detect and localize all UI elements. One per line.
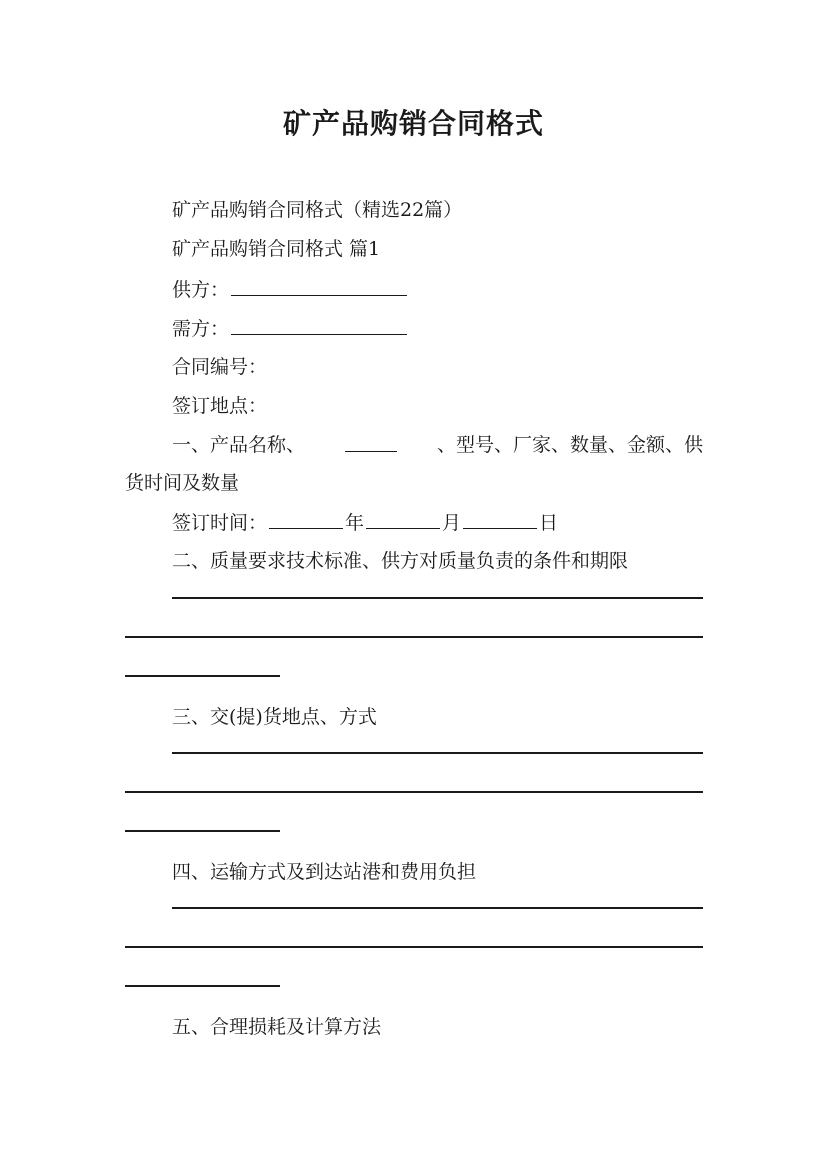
sign-time-field: [172, 509, 703, 536]
item3-answer-line-2: [125, 791, 703, 793]
day-label: 日: [539, 512, 559, 534]
contract-number-label: 合同编号：: [172, 356, 268, 378]
item3-answer-line-1: [172, 752, 703, 754]
item1-part-b: 、型号、厂家、数量、金额、供: [436, 434, 703, 456]
buyer-blank: [231, 315, 407, 335]
intro-line: 矿产品购销合同格式（精选22篇）: [172, 199, 463, 221]
item4-answer-line-1: [172, 907, 703, 909]
year-blank: [269, 509, 343, 529]
buyer-field: [172, 315, 703, 342]
supplier-blank: [231, 276, 407, 296]
item5-heading: 五、合理损耗及计算方法: [172, 1016, 382, 1038]
item4-heading: 四、运输方式及到达站港和费用负担: [172, 861, 477, 883]
item4-answer-line-3: [125, 985, 280, 987]
month-label: 月: [442, 512, 462, 534]
product-name-blank: [345, 432, 397, 452]
sign-time-label: 签订时间：: [172, 512, 268, 534]
item2-heading: 二、质量要求技术标准、供方对质量负责的条件和期限: [172, 550, 629, 572]
document-title: 矿产品购销合同格式: [282, 107, 544, 140]
item2-answer-line-2: [125, 636, 703, 638]
section-heading: 矿产品购销合同格式 篇1: [172, 238, 381, 260]
item4-answer-line-2: [125, 946, 703, 948]
supplier-label: 供方：: [172, 279, 230, 301]
item1-line: [172, 432, 703, 458]
buyer-label: 需方：: [172, 318, 230, 340]
month-blank: [366, 509, 440, 529]
item1-continuation: 货时间及数量: [125, 472, 240, 494]
item2-answer-line-1: [172, 597, 703, 599]
item1-part-a: 一、产品名称、: [172, 434, 306, 456]
item2-answer-line-3: [125, 675, 280, 677]
day-blank: [463, 509, 537, 529]
item3-answer-line-3: [125, 830, 280, 832]
supplier-field: [172, 276, 703, 303]
item3-heading: 三、交(提)货地点、方式: [172, 706, 377, 728]
year-label: 年: [345, 512, 365, 534]
sign-place-label: 签订地点：: [172, 395, 268, 417]
